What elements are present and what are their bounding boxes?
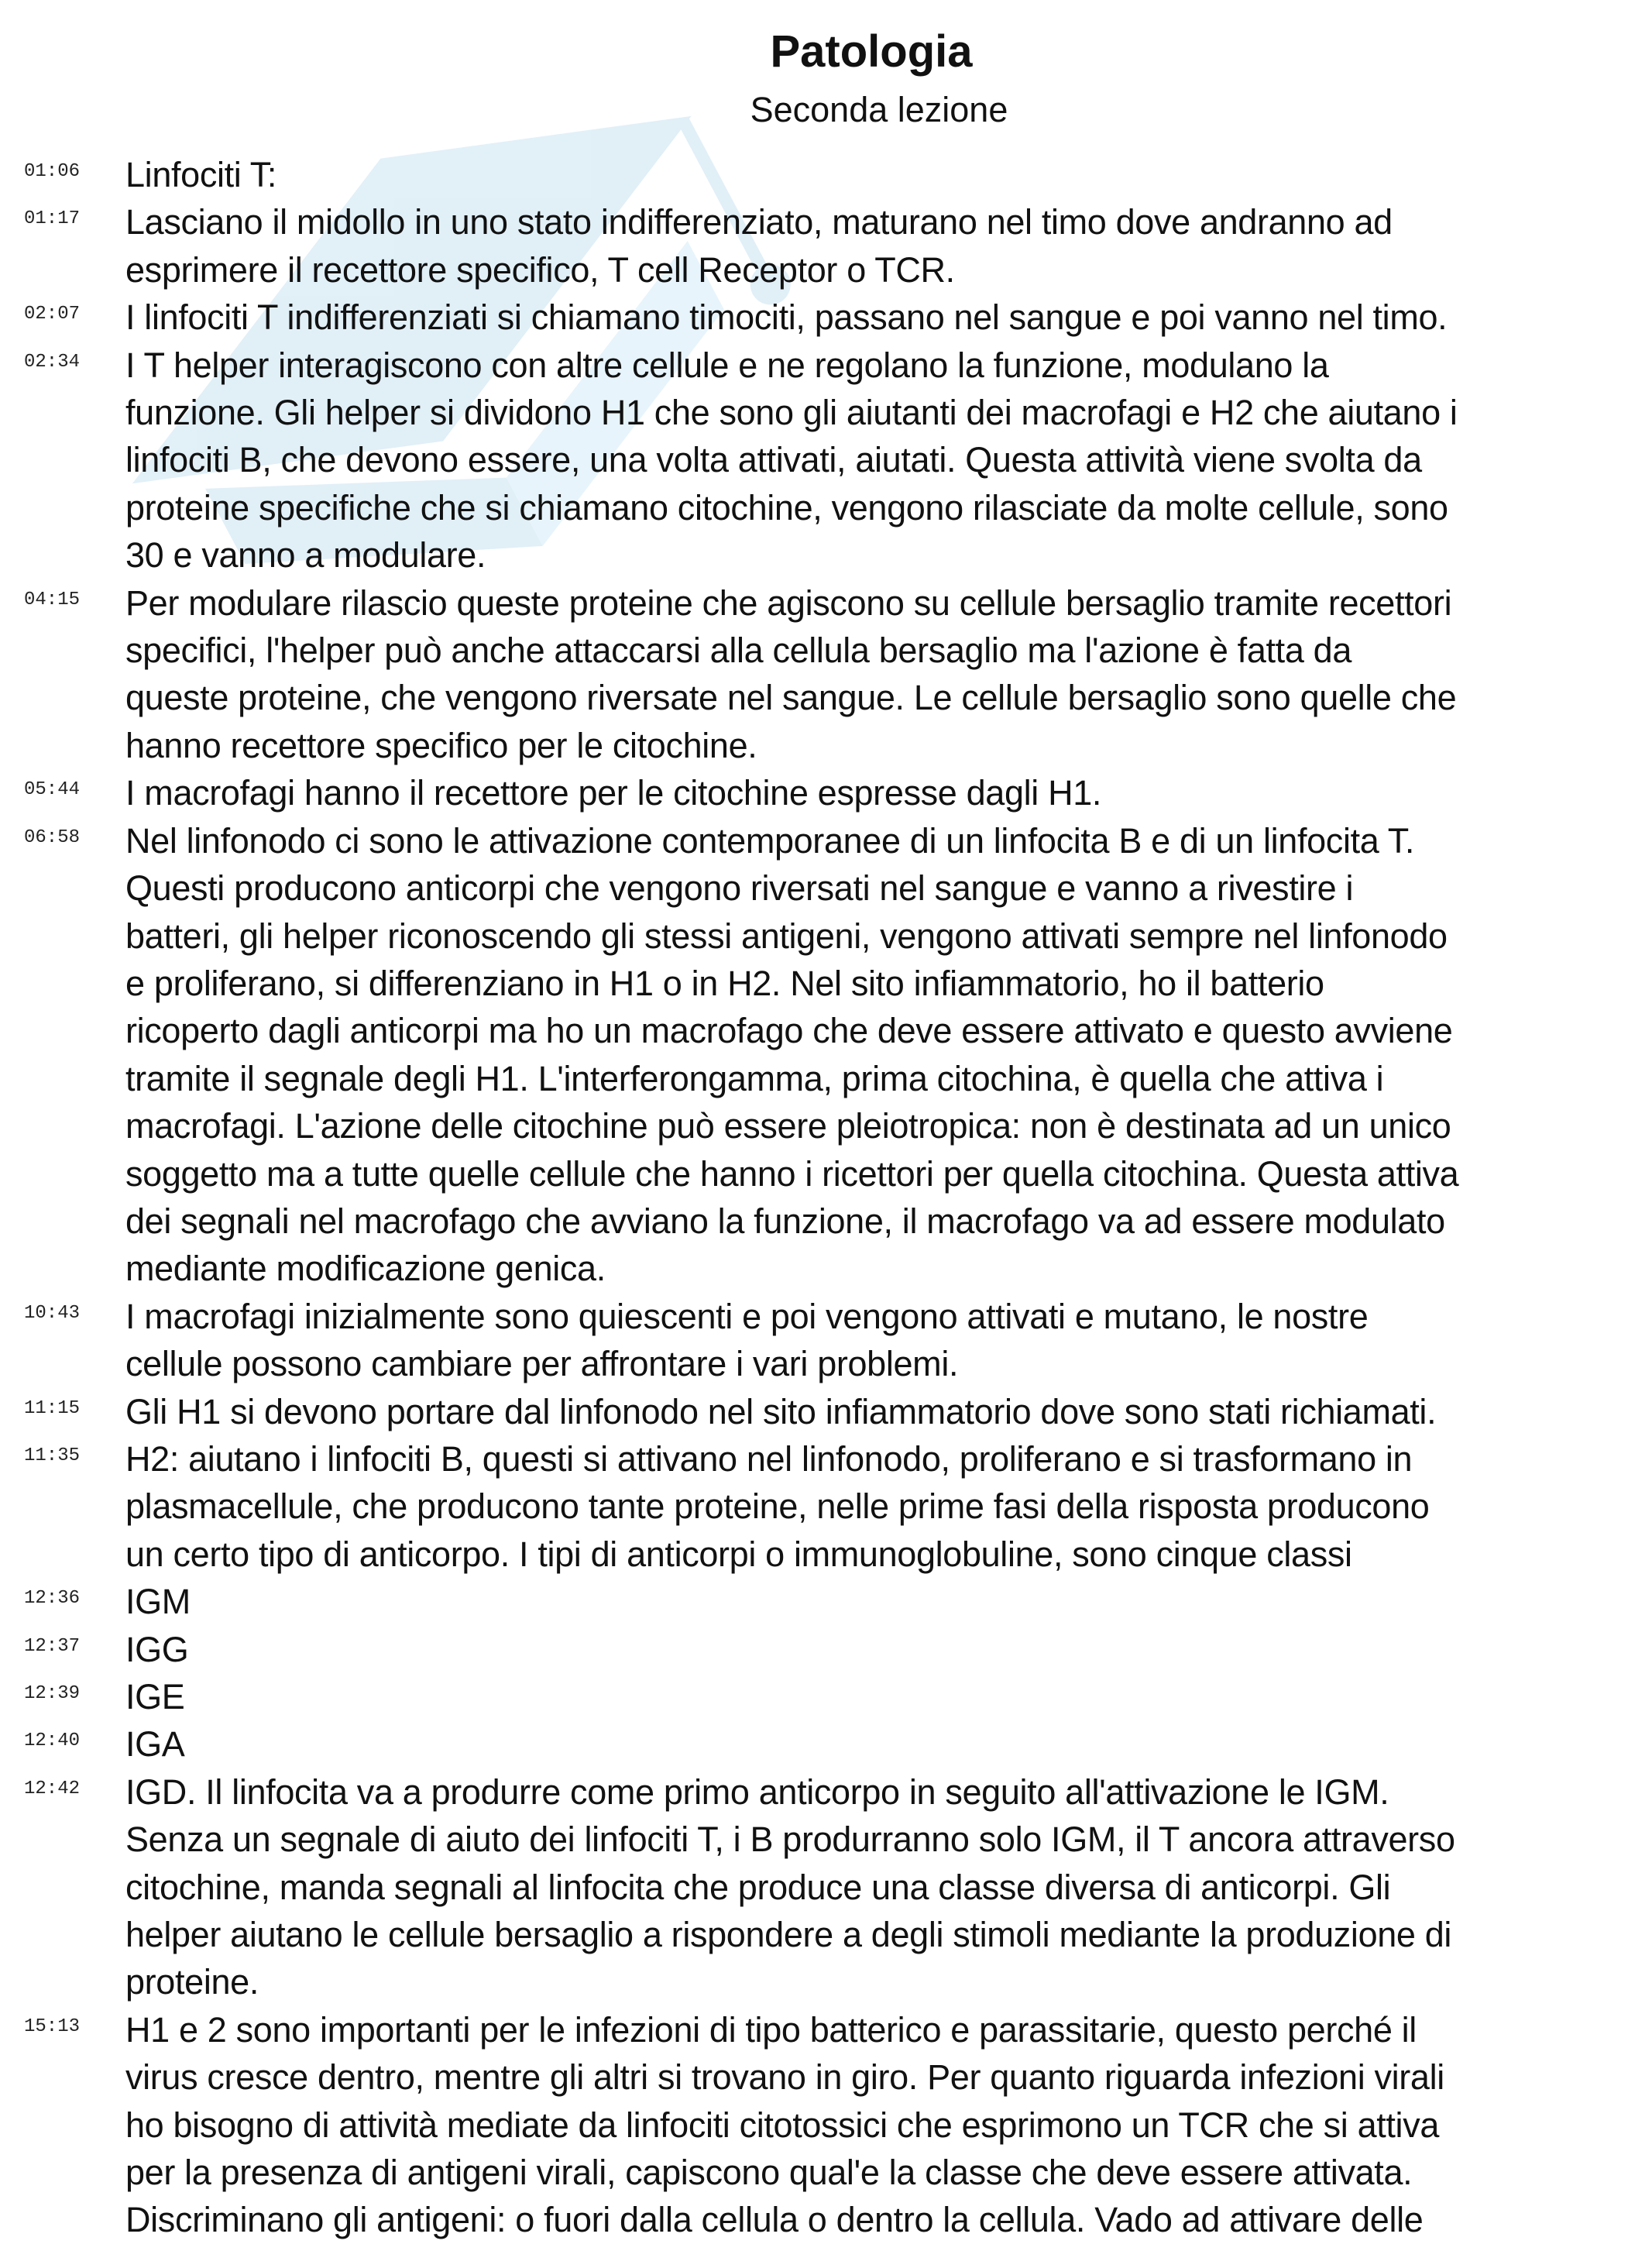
transcript-entry	[0, 1435, 1652, 1578]
transcript-entry	[0, 1673, 1652, 1720]
transcript-entry	[0, 1388, 1652, 1435]
transcript-entry	[0, 342, 1652, 579]
text-line: ricoperto dagli anticorpi ma ho un macrofago che deve essere attivato e questo avviene	[125, 1011, 1453, 1051]
text-line: Questi producono anticorpi che vengono riversati nel sangue e vanno a rivestire i	[125, 868, 1354, 909]
entry-text	[125, 817, 1645, 1293]
transcript-entry	[0, 817, 1652, 1293]
timestamp: 12:40	[24, 1730, 81, 1752]
timestamp: 02:07	[24, 304, 81, 325]
text-line: Discriminano gli antigeni: o fuori dalla cellula o dentro la cellula. Vado ad attivare delle	[125, 2200, 1424, 2240]
timestamp: 06:58	[24, 826, 81, 848]
timestamp: 11:15	[24, 1397, 81, 1419]
text-line: linfociti B, che devono essere, una volta attivati, aiutati. Questa attività viene svolta da	[125, 440, 1422, 480]
text-line: soggetto ma a tutte quelle cellule che hanno i ricettori per quella citochina. Questa attiva	[125, 1153, 1459, 1194]
entry-text	[125, 342, 1645, 579]
entry-text	[125, 1673, 1645, 1720]
entry-text	[125, 2006, 1645, 2244]
text-line: esprimere il recettore specifico, T cell Receptor o TCR.	[125, 249, 955, 290]
timestamp: 15:13	[24, 2015, 81, 2037]
text-line: funzione. Gli helper si dividono H1 che sono gli aiutanti dei macrofagi e H2 che aiutano i	[125, 393, 1458, 433]
text-line: Gli H1 si devono portare dal linfonodo nel sito infiammatorio dove sono stati richiamati.	[125, 1391, 1437, 1431]
text-line: batteri, gli helper riconoscendo gli stessi antigeni, vengono attivati sempre nel linfonodo	[125, 916, 1448, 956]
text-line: plasmacellule, che producono tante proteine, nelle prime fasi della risposta producono	[125, 1486, 1430, 1527]
text-line: dei segnali nel macrofago che avviano la funzione, il macrofago va ad essere modulato	[125, 1201, 1445, 1241]
transcript-entry	[0, 294, 1652, 341]
timestamp: 10:43	[24, 1302, 81, 1324]
page-title: Patologia	[770, 26, 973, 77]
text-line: per la presenza di antigeni virali, capiscono qual'e la classe che deve essere attivata.	[125, 2153, 1413, 2193]
text-line: 30 e vanno a modulare.	[125, 535, 486, 576]
text-line: I macrofagi inizialmente sono quiescenti e poi vengono attivati e mutano, le nostre	[125, 1296, 1369, 1336]
text-line: Nel linfonodo ci sono le attivazione contemporanee di un linfocita B e di un linfocita T.	[125, 820, 1415, 861]
timestamp: 12:37	[24, 1635, 81, 1657]
text-line: Per modulare rilascio queste proteine che agiscono su cellule bersaglio tramite recettori	[125, 582, 1452, 623]
text-line: citochine, manda segnali al linfocita che produce una classe diversa di anticorpi. Gli	[125, 1867, 1391, 1907]
entry-text	[125, 1578, 1645, 1625]
transcript-entry	[0, 579, 1652, 770]
text-line: macrofagi. L'azione delle citochine può essere pleiotropica: non è destinata ad un unico	[125, 1106, 1451, 1146]
transcript-entry	[0, 769, 1652, 816]
entry-text	[125, 294, 1645, 341]
timestamp: 05:44	[24, 779, 81, 801]
text-line: proteine specifiche che si chiamano citochine, vengono rilasciate da molte cellule, sono	[125, 487, 1448, 527]
text-line: tramite il segnale degli H1. L'interferongamma, prima citochina, è quella che attiva i	[125, 1058, 1384, 1098]
timestamp: 01:06	[24, 161, 81, 182]
timestamp: 12:36	[24, 1588, 81, 1610]
text-line: IGA	[125, 1724, 185, 1765]
transcript-entry	[0, 1768, 1652, 2006]
entry-text	[125, 151, 1645, 198]
text-line: IGG	[125, 1629, 189, 1669]
transcript-entries	[0, 151, 1652, 2244]
transcript-entry	[0, 198, 1652, 294]
entry-text	[125, 1626, 1645, 1673]
text-line: I T helper interagiscono con altre cellule e ne regolano la funzione, modulano la	[125, 345, 1329, 385]
transcript-entry	[0, 2006, 1652, 2244]
text-line: Senza un segnale di aiuto dei linfociti T, i B produrranno solo IGM, il T ancora attraverso	[125, 1820, 1455, 1860]
transcript-entry	[0, 1293, 1652, 1388]
text-line: proteine.	[125, 1962, 259, 2002]
page-subtitle: Seconda lezione	[750, 90, 1008, 129]
timestamp: 12:42	[24, 1778, 81, 1799]
transcript-entry	[0, 151, 1652, 198]
transcript-entry	[0, 1720, 1652, 1768]
text-line: ho bisogno di attività mediate da linfociti citotossici che esprimono un TCR che si attiva	[125, 2105, 1440, 2145]
text-line: mediante modificazione genica.	[125, 1249, 606, 1289]
entry-text	[125, 1720, 1645, 1768]
text-line: H1 e 2 sono importanti per le infezioni di tipo batterico e parassitarie, questo perché il	[125, 2009, 1417, 2050]
transcript-entry	[0, 1578, 1652, 1625]
text-line: specifici, l'helper può anche attaccarsi alla cellula bersaglio ma l'azione è fatta da	[125, 631, 1352, 671]
text-line: H2: aiutano i linfociti B, questi si attivano nel linfonodo, proliferano e si trasformano in	[125, 1438, 1413, 1479]
text-line: Lasciano il midollo in uno stato indifferenziato, maturano nel timo dove andranno ad	[125, 202, 1393, 242]
text-line: virus cresce dentro, mentre gli altri si trovano in giro. Per quanto riguarda infezioni virali	[125, 2057, 1444, 2098]
text-line: IGE	[125, 1677, 185, 1717]
entry-text	[125, 1435, 1645, 1578]
timestamp: 01:17	[24, 208, 81, 230]
entry-text	[125, 769, 1645, 816]
text-line: IGM	[125, 1582, 191, 1622]
text-line: helper aiutano le cellule bersaglio a rispondere a degli stimoli mediante la produzione di	[125, 1915, 1452, 1955]
entry-text	[125, 198, 1645, 294]
text-line: IGD. Il linfocita va a produrre come primo anticorpo in seguito all'attivazione le IGM.	[125, 1771, 1389, 1812]
text-line: Linfociti T:	[125, 155, 277, 194]
entry-text	[125, 1768, 1645, 2006]
text-line: hanno recettore specifico per le citochine.	[125, 725, 757, 765]
text-line: I macrofagi hanno il recettore per le citochine espresse dagli H1.	[125, 773, 1102, 813]
timestamp: 11:35	[24, 1445, 81, 1466]
text-line: cellule possono cambiare per affrontare i vari problemi.	[125, 1344, 959, 1384]
entry-text	[125, 579, 1645, 770]
entry-text	[125, 1388, 1645, 1435]
timestamp: 04:15	[24, 589, 81, 610]
text-line: un certo tipo di anticorpo. I tipi di anticorpi o immunoglobuline, sono cinque classi	[125, 1534, 1352, 1574]
text-line: I linfociti T indifferenziati si chiamano timociti, passano nel sangue e poi vanno nel timo.	[125, 297, 1448, 338]
timestamp: 12:39	[24, 1683, 81, 1704]
text-line: e proliferano, si differenziano in H1 o in H2. Nel sito infiammatorio, ho il batterio	[125, 963, 1324, 1003]
timestamp: 02:34	[24, 351, 81, 373]
entry-text	[125, 1293, 1645, 1388]
text-line: queste proteine, che vengono riversate nel sangue. Le cellule bersaglio sono quelle che	[125, 678, 1457, 718]
transcript-entry	[0, 1626, 1652, 1673]
